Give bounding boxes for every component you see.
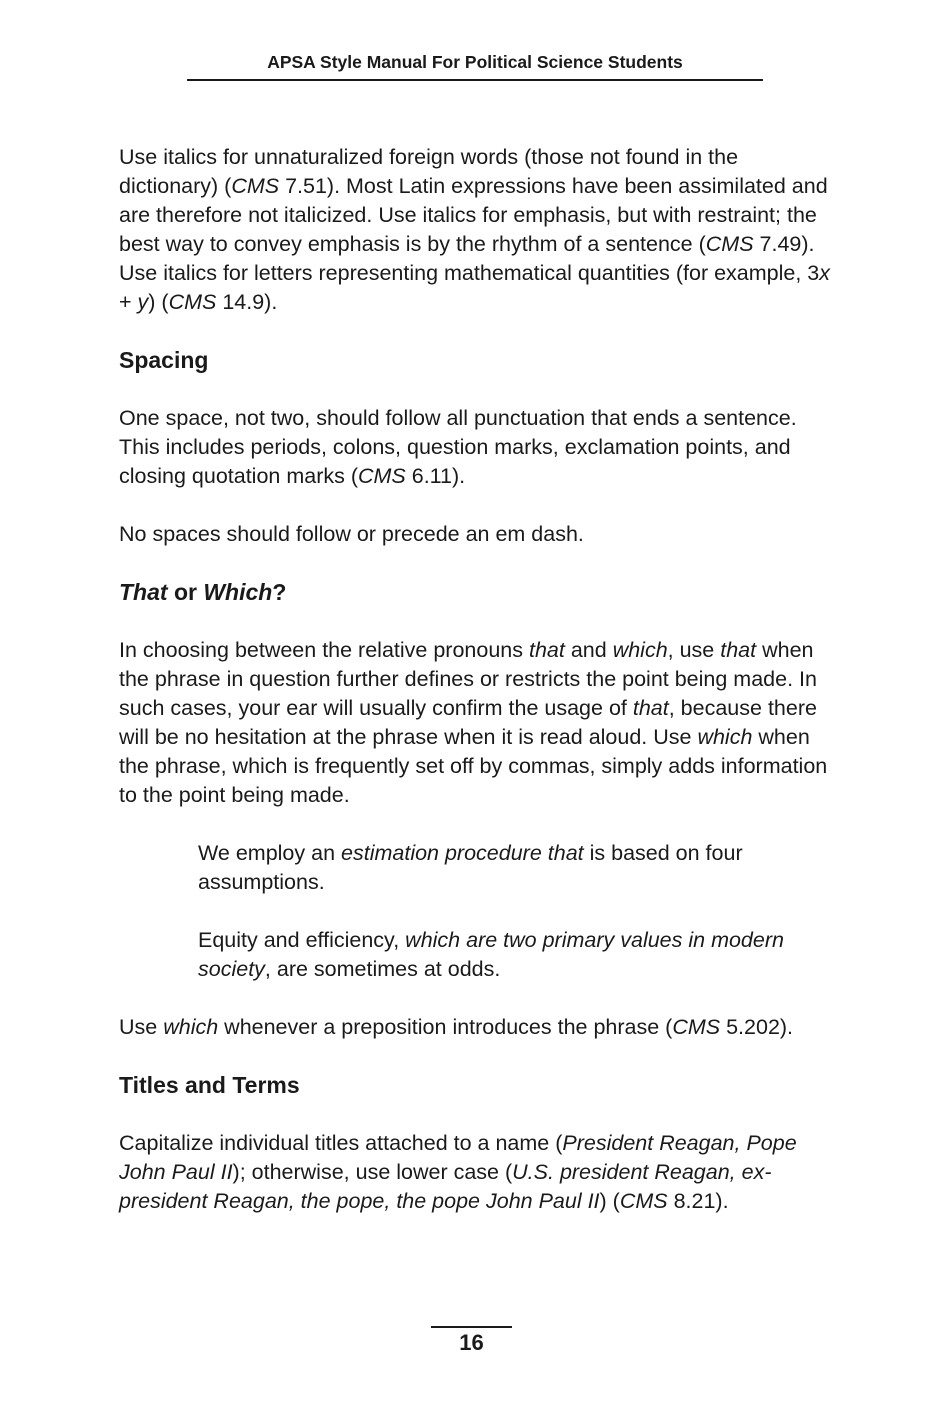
spacing-heading: Spacing	[119, 347, 209, 373]
that-which-paragraph: In choosing between the relative pronouns that and which, use that when the phrase in question further defines or restricts the point being made. In such cases, your ear will usually confirm the usage of that, because there will be no hesitation at the phrase when it is read aloud. Use which when the phrase, which is frequently set off by commas, simply adds information to the point being made.	[119, 638, 828, 807]
em-dash-paragraph: No spaces should follow or precede an em dash.	[119, 522, 584, 546]
titles-heading: Titles and Terms	[119, 1072, 300, 1098]
italics-paragraph: Use italics for unnaturalized foreign words (those not found in the dictionary) (CMS 7.51). Most Latin expressions have been assimilated and are therefore not italicized. Use italics for emphasis, but with restraint; the best way to convey emphasis is by the rhythm of a sentence (CMS 7.49). Use italics for letters representing mathematical quantities (for example, 3x + y) (CMS 14.9).	[119, 145, 831, 314]
that-which-heading: That or Which?	[119, 579, 287, 605]
spacing-paragraph: One space, not two, should follow all punctuation that ends a sentence. This includes periods, colons, question marks, exclamation points, and closing quotation marks (CMS 6.11).	[119, 406, 797, 488]
example-which: Equity and efficiency, which are two primary values in modern society, are sometimes at odds.	[198, 928, 784, 981]
titles-paragraph: Capitalize individual titles attached to a name (President Reagan, Pope John Paul II); otherwise, use lower case (U.S. president Reagan, ex-president Reagan, the pope, the pope John Paul II) (CMS 8.21).	[119, 1131, 797, 1213]
example-that: We employ an estimation procedure that is based on four assumptions.	[198, 841, 743, 894]
page-number: 16	[459, 1330, 484, 1355]
footer-divider	[431, 1326, 512, 1328]
page-body	[119, 143, 839, 1245]
preposition-paragraph: Use which whenever a preposition introduces the phrase (CMS 5.202).	[119, 1015, 794, 1039]
running-header: APSA Style Manual For Political Science Students	[187, 52, 763, 81]
